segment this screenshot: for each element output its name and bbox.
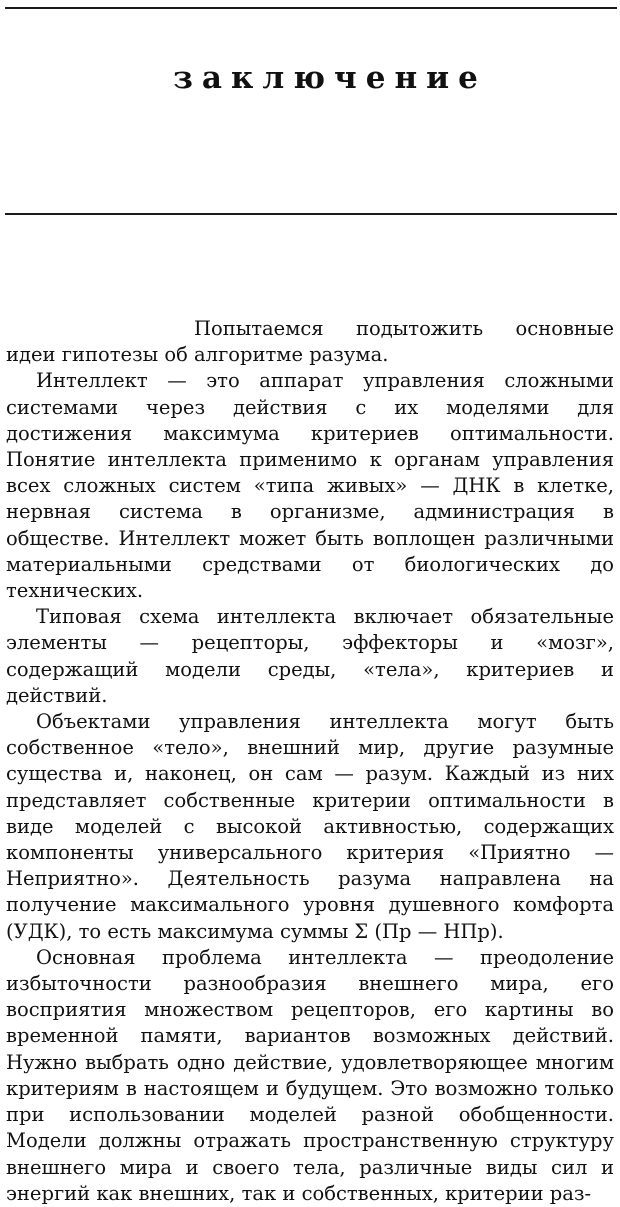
- paragraph-main-problem: Основная проблема интеллекта — преодоление избыточности разнообразия внешнего мира, его восприятия множеством рецепторов, его картины во временной памяти, вариантов возможных действий. Нужно выбрать одно действие, удовлетворяющее многим критериям в настоящем и будущем. Это возможно только при использовании моделей разной обобщенности. Модели должны отражать пространственную структуру внешнего мира и своего тела, различные виды сил и энергий как внешних, так и собственных, критерии раз-: [6, 945, 614, 1205]
- paragraph-intellect-schema: Типовая схема интеллекта включает обязательные элементы — рецепторы, эффекторы и «мозг», содержащий модели среды, «тела», критериев и действий.: [6, 605, 614, 707]
- paragraph-intellect-definition: Интеллект — это аппарат управления сложными системами через действия с их моделями для достижения максимума критериев оптимальности. Понятие интеллекта применимо к органам управления всех сложных систем «типа живых» — ДНК в клетке, нервная система в организме, администрация в обществе. Интеллект может быть воплощен различными материальными средствами от биологических до технических.: [6, 369, 614, 603]
- top-rule: [5, 7, 617, 9]
- chapter-title: заключение: [173, 60, 487, 96]
- paragraph-intro: Попытаемся подытожить основные идеи гипотезы об алгоритме разума.: [6, 317, 614, 367]
- title-divider: [5, 213, 617, 215]
- body-text: [6, 316, 614, 1207]
- paragraph-control-objects: Объектами управления интеллекта могут быть собственное «тело», внешний мир, другие разумные существа и, наконец, он сам — разум. Каждый из них представляет собственные критерии оптимальности в виде моделей с высокой активностью, содержащих компоненты универсального критерия «Приятно — Неприятно». Деятельность разума направлена на получение максимального уровня душевного комфорта (УДК), то есть максимума суммы Σ (Пр — НПр).: [6, 710, 614, 943]
